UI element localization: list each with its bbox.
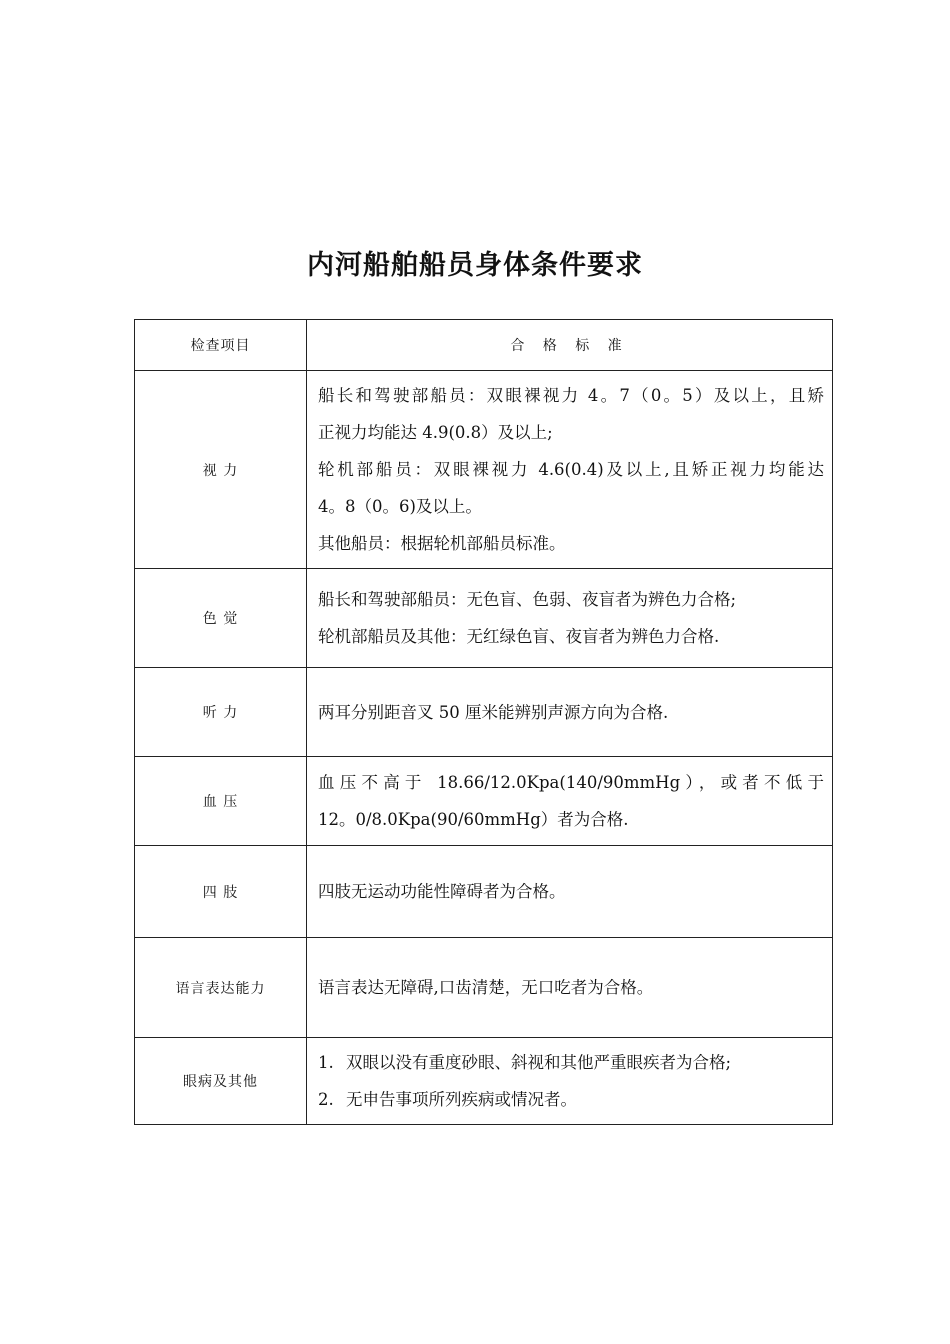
row-standard-vision [307,371,833,569]
speech-line-1: 语言表达无障碍,口齿清楚，无口吃者为合格。 [318,978,654,997]
table-row-limbs [135,846,833,938]
row-standard-limbs [307,846,833,938]
row-item-color-vision: 色 觉 [135,569,307,668]
header-standard: 合 格 标 准 [307,320,833,371]
row-item-vision: 视 力 [135,371,307,569]
row-item-limbs: 四 肢 [135,846,307,938]
list-text: 无申告事项所列疾病或情况者。 [346,1090,577,1109]
table-row-color-vision [135,569,833,668]
table-row-eye-disease [135,1038,833,1125]
list-number: 1. [318,1053,334,1072]
bp-line-2: 12。0/8.0Kpa(90/60mmHg）者为合格. [318,810,629,829]
row-item-speech: 语言表达能力 [135,938,307,1038]
list-number: 2. [318,1090,334,1109]
color-line-1: 船长和驾驶部船员：无色盲、色弱、夜盲者为辨色力合格; [318,590,737,609]
vision-line-5: 其他船员：根据轮机部船员标准。 [318,534,566,553]
vision-line-4: 4。8（0。6)及以上。 [318,497,482,516]
document-title: 内河船舶船员身体条件要求 [307,250,643,281]
row-standard-color-vision [307,569,833,668]
list-item [318,1081,824,1118]
table-row-blood-pressure [135,757,833,846]
row-standard-speech [307,938,833,1038]
header-item: 检查项目 [135,320,307,371]
vision-line-2: 正视力均能达 4.9(0.8）及以上; [318,423,553,442]
row-standard-hearing [307,668,833,757]
bp-line-1: 血压不高于 18.66/12.0Kpa(140/90mmHg），或者不低于 [318,773,824,792]
table-row-vision [135,371,833,569]
row-item-blood-pressure: 血 压 [135,757,307,846]
row-item-eye-disease: 眼病及其他 [135,1038,307,1125]
list-item [318,1044,824,1081]
requirements-table [134,319,833,1125]
table-row-speech [135,938,833,1038]
row-item-hearing: 听 力 [135,668,307,757]
table-row-hearing [135,668,833,757]
table-header-row [135,320,833,371]
limbs-line-1: 四肢无运动功能性障碍者为合格。 [318,882,566,901]
row-standard-blood-pressure [307,757,833,846]
color-line-2: 轮机部船员及其他：无红绿色盲、夜盲者为辨色力合格. [318,627,720,646]
hearing-line-1: 两耳分别距音叉 50 厘米能辨别声源方向为合格. [318,702,669,722]
vision-line-3: 轮机部船员：双眼裸视力 4.6(0.4)及以上,且矫正视力均能达 [318,460,824,479]
vision-line-1: 船长和驾驶部船员：双眼裸视力 4。7（0。5）及以上，且矫 [318,386,824,405]
row-standard-eye-disease [307,1038,833,1125]
list-text: 双眼以没有重度砂眼、斜视和其他严重眼疾者为合格; [346,1053,732,1072]
